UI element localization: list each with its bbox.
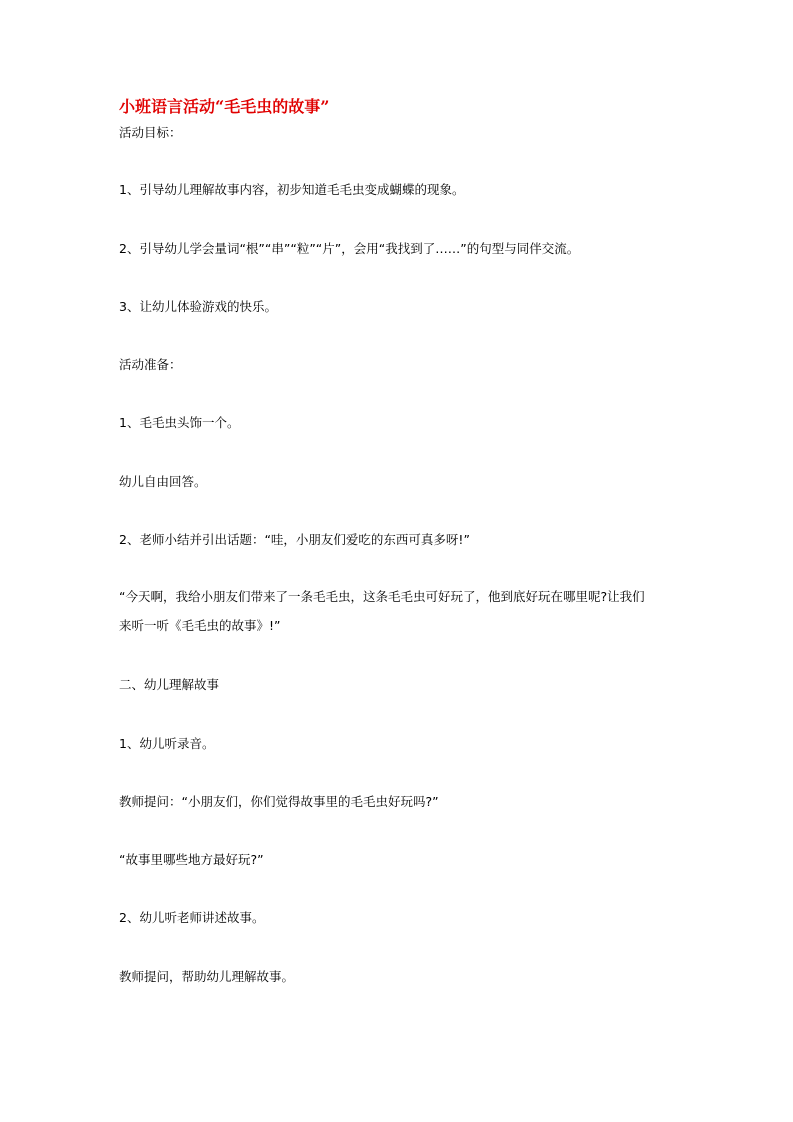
paragraph-continuation: 来听一听《毛毛虫的故事》!” <box>119 618 281 633</box>
paragraph: 1、幼儿听录音。 <box>119 736 215 751</box>
paragraph: 2、幼儿听老师讲述故事。 <box>119 910 265 925</box>
paragraph: 2、引导幼儿学会量词“根”“串”“粒”“片”，会用“我找到了……”的句型与同伴交流。 <box>119 241 580 256</box>
paragraph: 2、老师小结并引出话题：“哇，小朋友们爱吃的东西可真多呀!” <box>119 532 470 547</box>
paragraph: 教师提问：“小朋友们，你们觉得故事里的毛毛虫好玩吗?” <box>119 794 439 809</box>
section-heading-preparation: 活动准备： <box>119 357 182 372</box>
paragraph: 教师提问，帮助幼儿理解故事。 <box>119 969 295 984</box>
paragraph: 1、引导幼儿理解故事内容，初步知道毛毛虫变成蝴蝶的现象。 <box>119 182 465 197</box>
section-heading-story: 二、幼儿理解故事 <box>119 677 220 692</box>
paragraph: 3、让幼儿体验游戏的快乐。 <box>119 299 277 314</box>
paragraph: “今天啊，我给小朋友们带来了一条毛毛虫，这条毛毛虫可好玩了，他到底好玩在哪里呢?让我们 <box>119 589 645 604</box>
paragraph: “故事里哪些地方最好玩?” <box>119 852 264 867</box>
paragraph: 1、毛毛虫头饰一个。 <box>119 415 240 430</box>
paragraph: 幼儿自由回答。 <box>119 474 207 489</box>
document-title: 小班语言活动“毛毛虫的故事” <box>119 97 330 116</box>
section-heading-goals: 活动目标： <box>119 125 182 140</box>
